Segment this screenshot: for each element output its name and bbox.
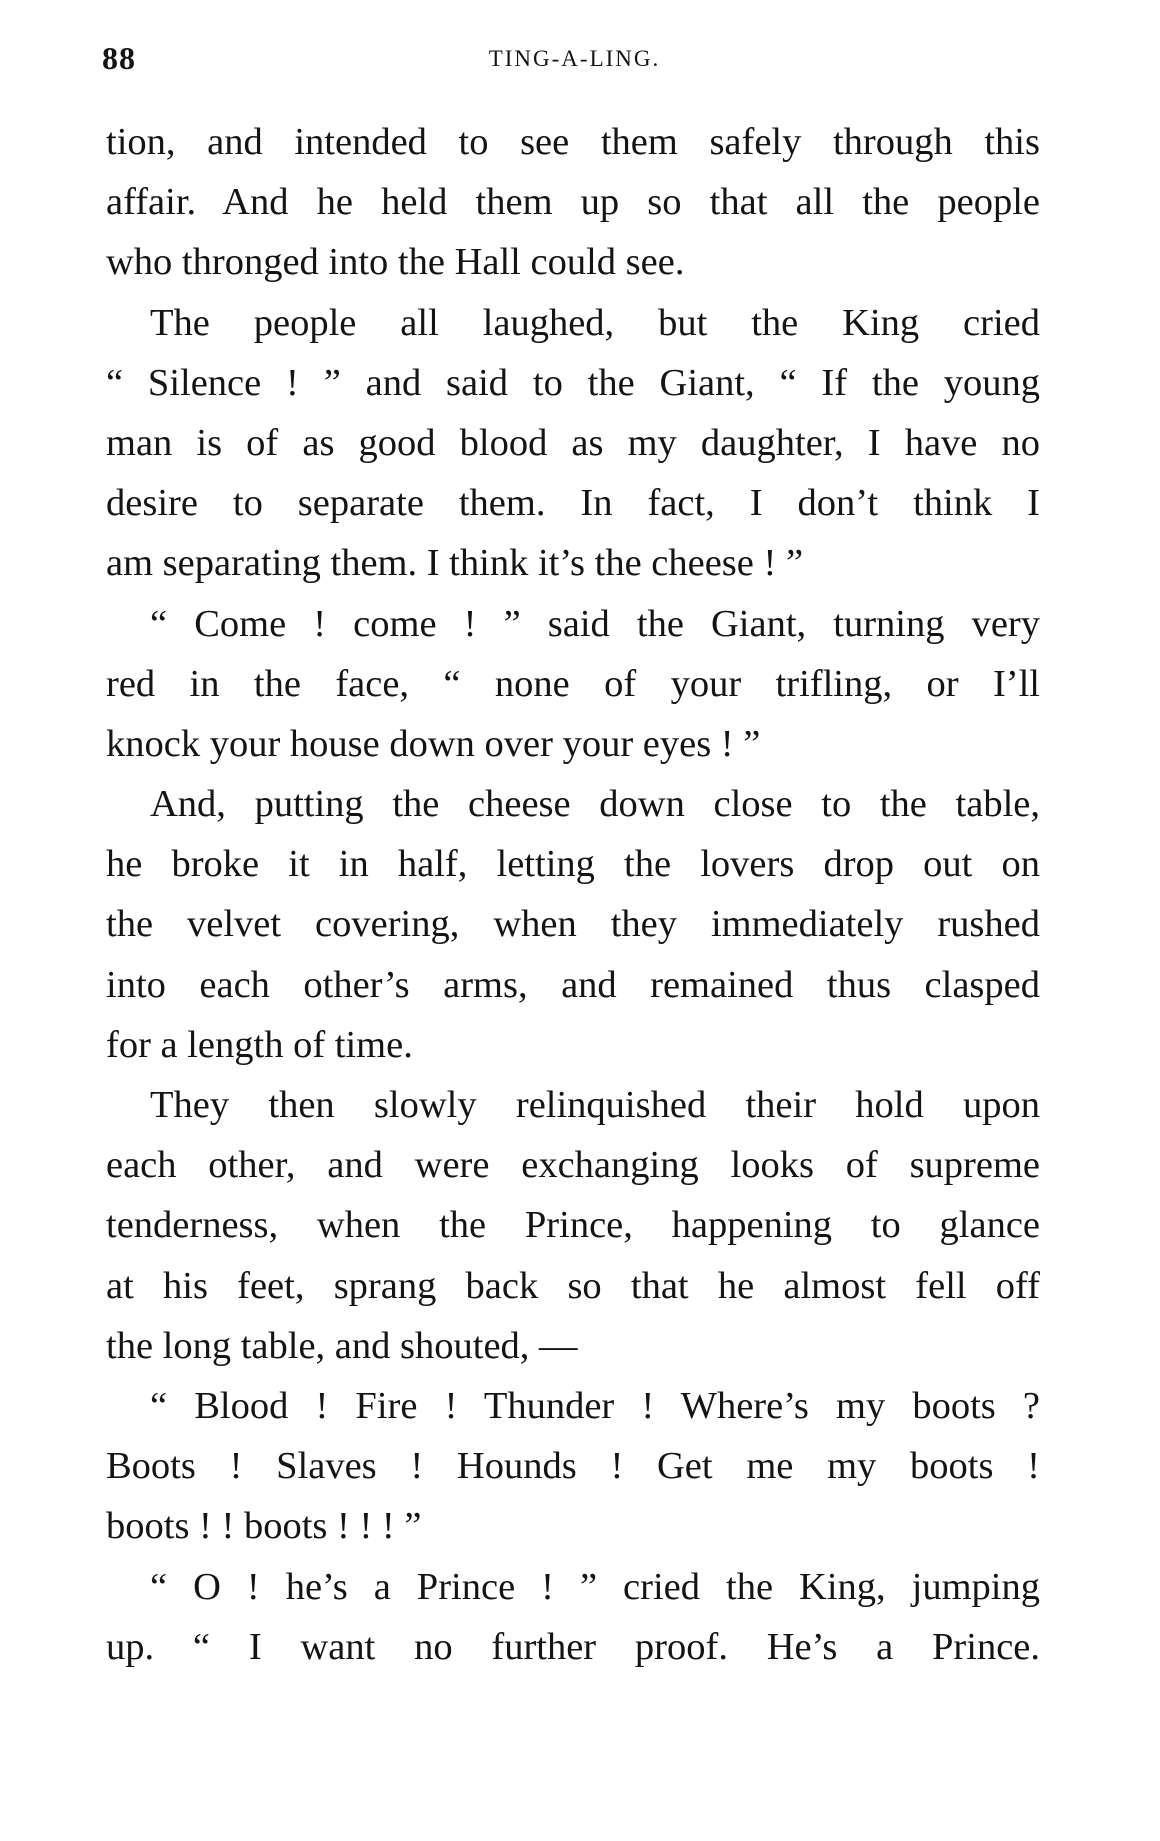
text-line: the long table, and shouted, —: [106, 1324, 578, 1367]
text-line: The people all laughed, but the King cried: [150, 301, 1040, 344]
body-text: [106, 112, 1040, 1677]
text-line: red in the face, “ none of your trifling, or I’ll: [106, 662, 1040, 705]
text-line: tenderness, when the Prince, happening to glance: [106, 1204, 1040, 1247]
text-line: am separating them. I think it’s the cheese ! ”: [106, 542, 804, 585]
text-line: Boots ! Slaves ! Hounds ! Get me my boots !: [106, 1445, 1040, 1488]
text-line: boots ! ! boots ! ! ! ”: [106, 1505, 422, 1548]
text-line: “ Blood ! Fire ! Thunder ! Where’s my boots ?: [150, 1384, 1040, 1427]
text-line: desire to separate them. In fact, I don’t think I: [106, 482, 1040, 525]
text-line: he broke it in half, letting the lovers drop out on: [106, 843, 1040, 886]
running-title: TING-A-LING.: [488, 46, 661, 71]
text-line: They then slowly relinquished their hold upon: [150, 1084, 1040, 1126]
text-line: for a length of time.: [106, 1023, 413, 1066]
text-line: the velvet covering, when they immediately rushed: [106, 903, 1040, 946]
text-line: into each other’s arms, and remained thus clasped: [106, 963, 1040, 1006]
running-head: [102, 40, 1047, 90]
text-line: up. “ I want no further proof. He’s a Prince.: [106, 1625, 1040, 1668]
text-line: affair. And he held them up so that all the people: [106, 181, 1040, 224]
text-line: man is of as good blood as my daughter, I have no: [106, 421, 1040, 464]
text-line: And, putting the cheese down close to the table,: [150, 783, 1040, 826]
text-line: tion, and intended to see them safely through this: [106, 121, 1040, 163]
text-line: at his feet, sprang back so that he almost fell off: [106, 1264, 1040, 1307]
page-number: 88: [102, 40, 136, 76]
text-line: “ O ! he’s a Prince ! ” cried the King, jumping: [150, 1565, 1040, 1608]
text-line: who thronged into the Hall could see.: [106, 241, 685, 284]
text-line: each other, and were exchanging looks of supreme: [106, 1144, 1040, 1187]
text-line: “ Silence ! ” and said to the Giant, “ If the young: [106, 361, 1040, 404]
text-line: knock your house down over your eyes ! ”: [106, 722, 761, 765]
text-line: “ Come ! come ! ” said the Giant, turning very: [150, 602, 1040, 645]
